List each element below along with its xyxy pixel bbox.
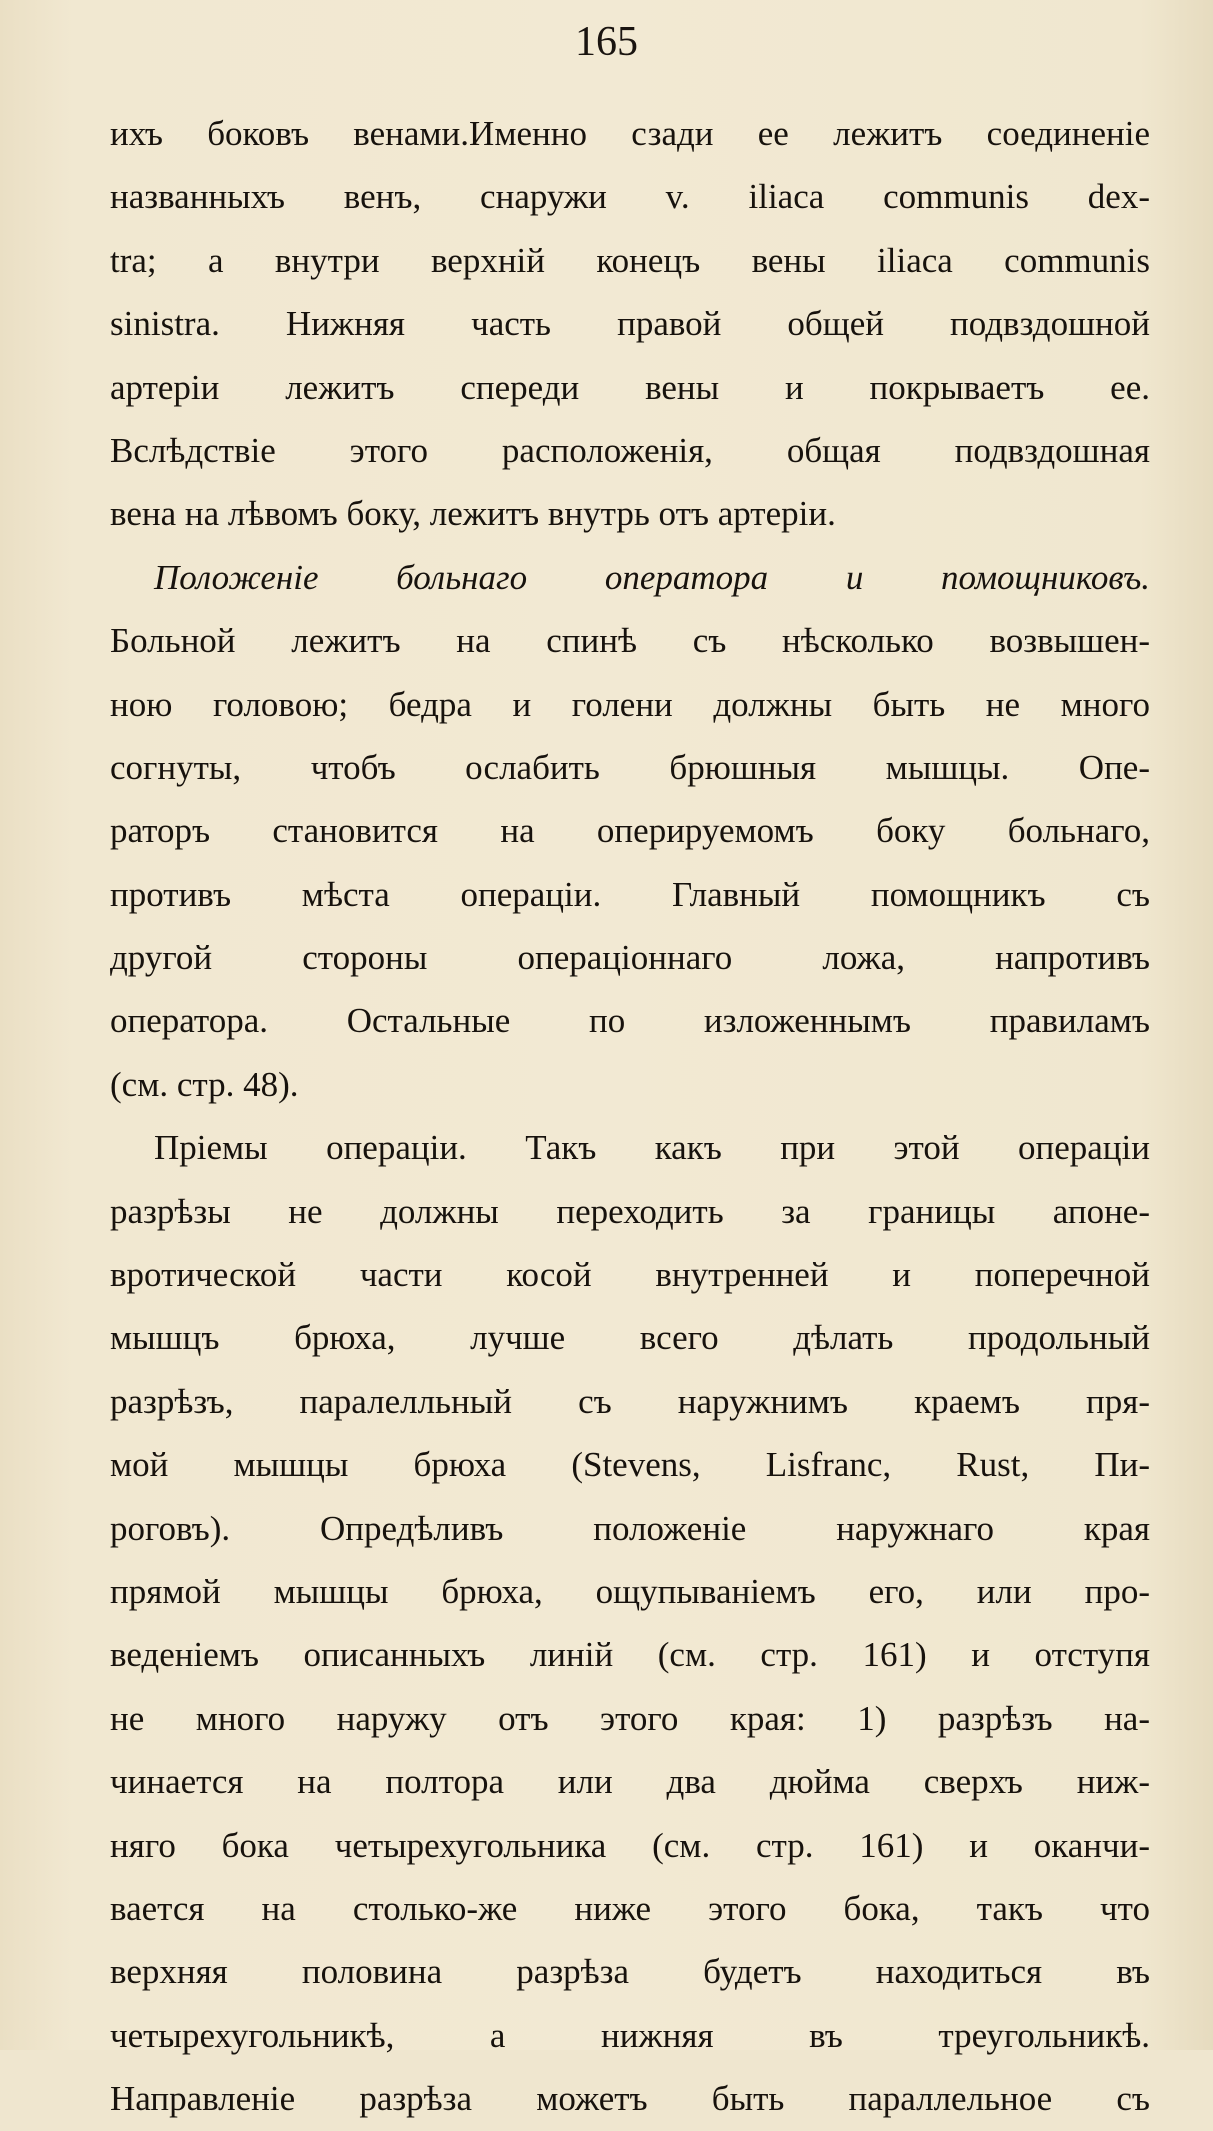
text-line: мой мышцы брюха (Stevens, Lisfranc, Rust, Пи- bbox=[110, 1445, 1150, 1485]
text-line: оператора. Остальные по изложеннымъ правиламъ bbox=[110, 1001, 1150, 1041]
page-number: 165 bbox=[575, 19, 638, 65]
text-line: вается на столько-же ниже этого бока, такъ что bbox=[110, 1888, 1150, 1928]
text-line: другой стороны операціоннаго ложа, напротивъ bbox=[110, 938, 1150, 978]
section-heading-patient-position: Положеніе больнаго оператора и помощниковъ. bbox=[154, 557, 1150, 597]
text-line: артеріи лежитъ спереди вены и покрываетъ ее. bbox=[110, 367, 1150, 407]
text-line: чинается на полтора или два дюйма сверхъ ниж- bbox=[110, 1762, 1150, 1802]
text-line: sinistra. Нижняя часть правой общей подвздошной bbox=[110, 304, 1150, 344]
text-line: верхняя половина разрѣза будетъ находиться въ bbox=[110, 1952, 1150, 1992]
text-line: разрѣзы не должны переходить за границы апоне- bbox=[110, 1191, 1150, 1231]
text-line-reference: (см. стр. 48). bbox=[110, 1064, 299, 1104]
body-text bbox=[110, 102, 1150, 2131]
text-line: Больной лежитъ на спинѣ съ нѣсколько возвышен- bbox=[110, 621, 1150, 661]
text-line: вротической части косой внутренней и поперечной bbox=[110, 1255, 1150, 1295]
text-line: вена на лѣвомъ боку, лежитъ внутрь отъ артеріи. bbox=[110, 494, 836, 534]
text-line: роговъ). Опредѣливъ положеніе наружнаго края bbox=[110, 1508, 1150, 1548]
text-line: няго бока четырехугольника (см. стр. 161) и оканчи- bbox=[110, 1825, 1150, 1865]
text-line: Вслѣдствіе этого расположенія, общая подвздошная bbox=[110, 430, 1150, 470]
text-line: веденіемъ описанныхъ линій (см. стр. 161) и отступя bbox=[110, 1635, 1150, 1675]
text-line: раторъ становится на оперируемомъ боку больнаго, bbox=[110, 811, 1150, 851]
text-line: разрѣзъ, паралелльный съ наружнимъ краемъ пря- bbox=[110, 1381, 1150, 1421]
text-line: названныхъ венъ, снаружи v. iliaca communis dex- bbox=[110, 177, 1150, 217]
text-line: согнуты, чтобъ ослабить брюшныя мышцы. Опе- bbox=[110, 747, 1150, 787]
text-line: противъ мѣста операціи. Главный помощникъ съ bbox=[110, 874, 1150, 914]
text-line: прямой мышцы брюха, ощупываніемъ его, или про- bbox=[110, 1571, 1150, 1611]
text-line: tra; а внутри верхній конецъ вены iliaca communis bbox=[110, 240, 1150, 280]
section-heading-operation-methods: Пріемы операціи. Такъ какъ при этой операціи bbox=[154, 1128, 1150, 1168]
text-line: ною головою; бедра и голени должны быть не много bbox=[110, 684, 1150, 724]
text-line: Направленіе разрѣза можетъ быть параллельное съ bbox=[110, 2079, 1150, 2119]
text-line: не много наружу отъ этого края: 1) разрѣзъ на- bbox=[110, 1698, 1150, 1738]
text-line: четырехугольникѣ, а нижняя въ треугольникѣ. bbox=[110, 2015, 1150, 2055]
text-line: мышцъ брюха, лучше всего дѣлать продольный bbox=[110, 1318, 1150, 1358]
text-line: ихъ боковъ венами.Именно сзади ее лежитъ соединеніе bbox=[110, 114, 1150, 153]
